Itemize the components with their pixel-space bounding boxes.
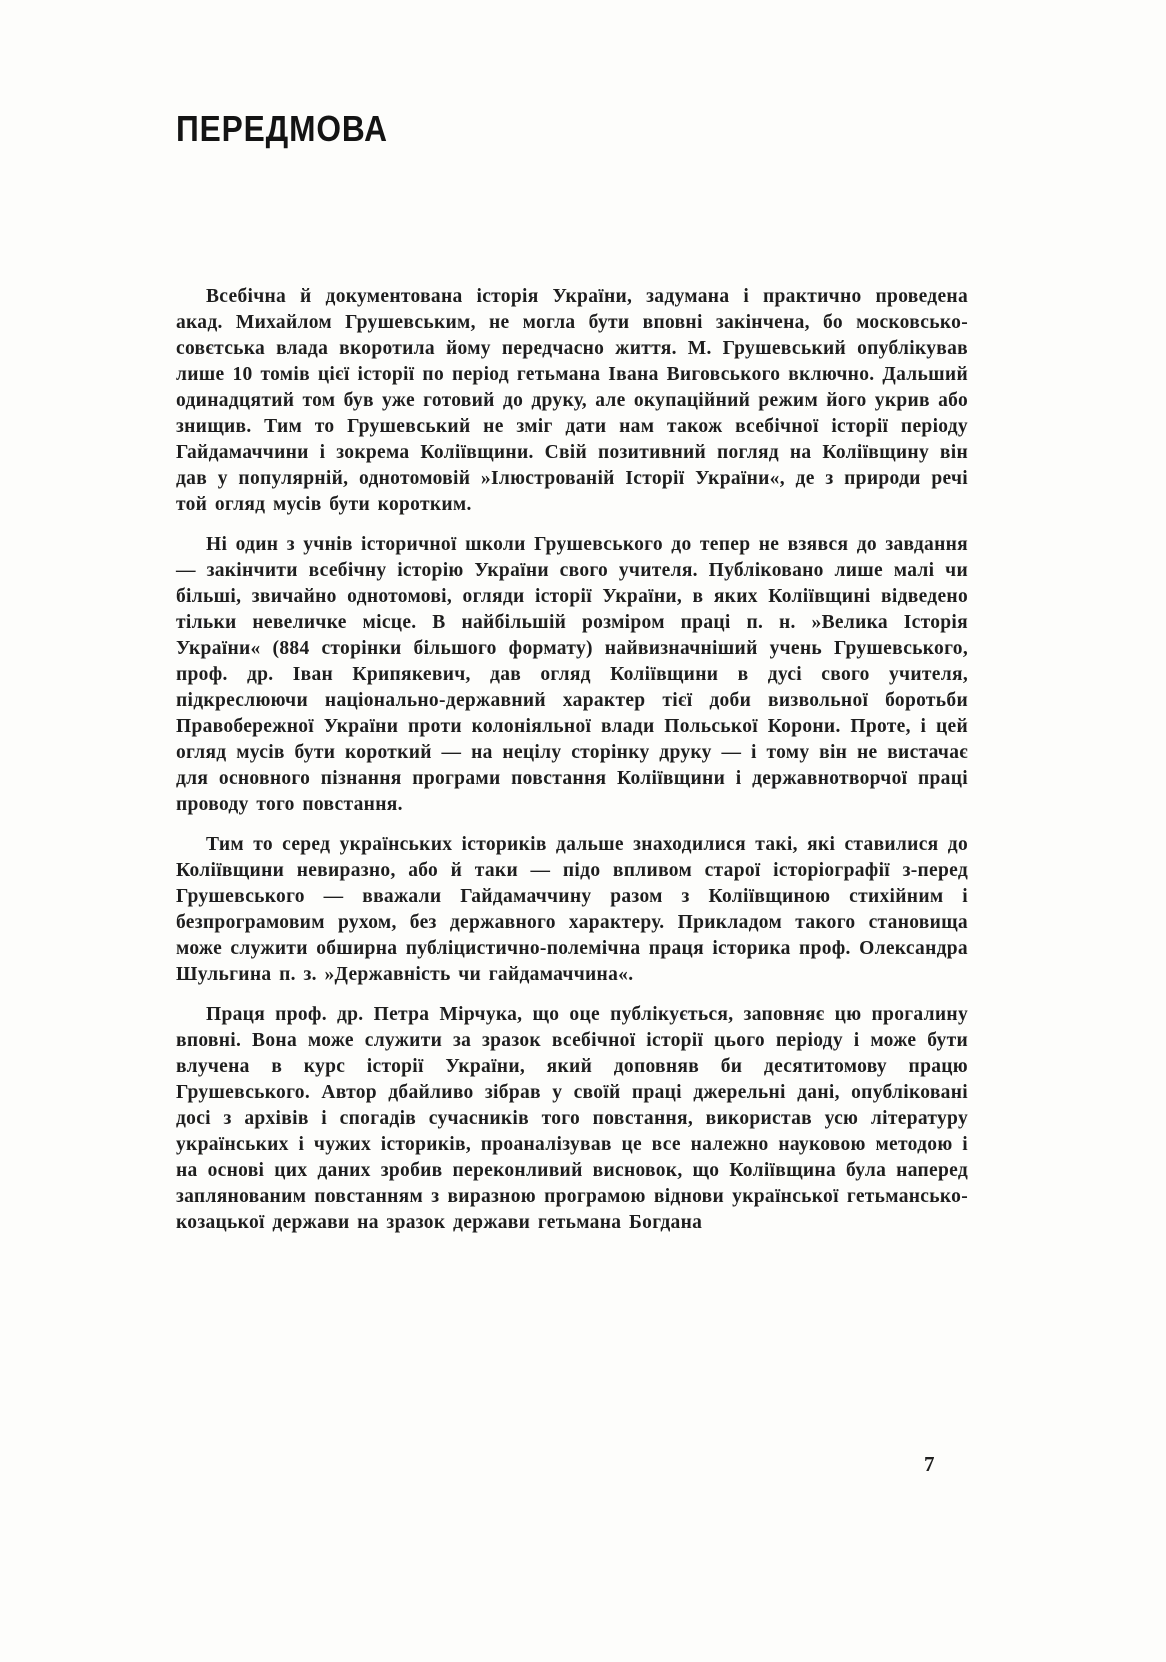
body-paragraph: Праця проф. др. Петра Мірчука, що оце публікується, заповняє цю прогалину вповні. Вона може служити за зразок всебічної історії цього періоду і може бути влучена в курс історії України, який доповняв би десятитомову працю Грушевського. Автор дбайливо зібрав у своїй праці джерельні дані, опубліковані досі з архівів і спогадів сучасників того повстання, використав усю літературу українських і чужих істориків, проаналізував це все належно науковою методою і на основі цих даних зробив переконливий висновок, що Коліївщина була наперед заплянованим повстанням з виразною програмою віднови української гетьмансько-козацької держави на зразок держави гетьмана Богдана xyxy=(176,1004,968,1233)
body-text xyxy=(176,284,968,1236)
page-number: 7 xyxy=(924,1452,935,1476)
body-paragraph: Ні один з учнів історичної школи Грушевського до тепер не взявся до завдання — закінчити всебічну історію України свого учителя. Публіковано лише малі чи більші, звичайно однотомові, огляди історії України, в яких Коліївщині відведено тільки невеличке місце. В найбільшій розміром праці п. н. »Велика Історія України« (884 сторінки більшого формату) найвизначніший учень Грушевського, проф. др. Іван Крипякевич, дав огляд Коліївщини в дусі свого учителя, підкреслюючи національно-державний характер тієї доби визвольної боротьби Правобережної України проти колоніяльної влади Польської Корони. Проте, і цей огляд мусів бути короткий — на нецілу сторінку друку — і тому він не вистачає для основного пізнання програми повстання Коліївщини і державнотворчої праці проводу того повстання. xyxy=(176,534,968,815)
body-paragraph: Тим то серед українських істориків дальше знаходилися такі, які ставилися до Коліївщини невиразно, або й таки — підо впливом старої історіографії з-перед Грушевського — вважали Гайдамаччину разом з Коліївщиною стихійним і безпрограмовим рухом, без державного характеру. Прикладом такого становища може служити обширна публіцистично-полемічна праця історика проф. Олександра Шульгина п. з. »Державність чи гайдамаччина«. xyxy=(176,834,968,985)
body-paragraph: Всебічна й документована історія України, задумана і практично проведена акад. Михайлом Грушевським, не могла бути вповні закінчена, бо московсько-совєтська влада вкоротила йому передчасно життя. М. Грушевський опублікував лише 10 томів цієї історії по період гетьмана Івана Виговського включно. Дальший одинадцятий том був уже готовий до друку, але окупаційний режим його укрив або знищив. Тим то Грушевський не зміг дати нам також всебічної історії періоду Гайдамаччини і зокрема Коліївщини. Свій позитивний погляд на Коліївщину він дав у популярній, однотомовій »Ілюстрованій Історії України«, де з природи речі той огляд мусів бути коротким. xyxy=(176,286,968,515)
text-block xyxy=(176,108,968,1250)
page-title: ПЕРЕДМОВА xyxy=(176,108,388,149)
